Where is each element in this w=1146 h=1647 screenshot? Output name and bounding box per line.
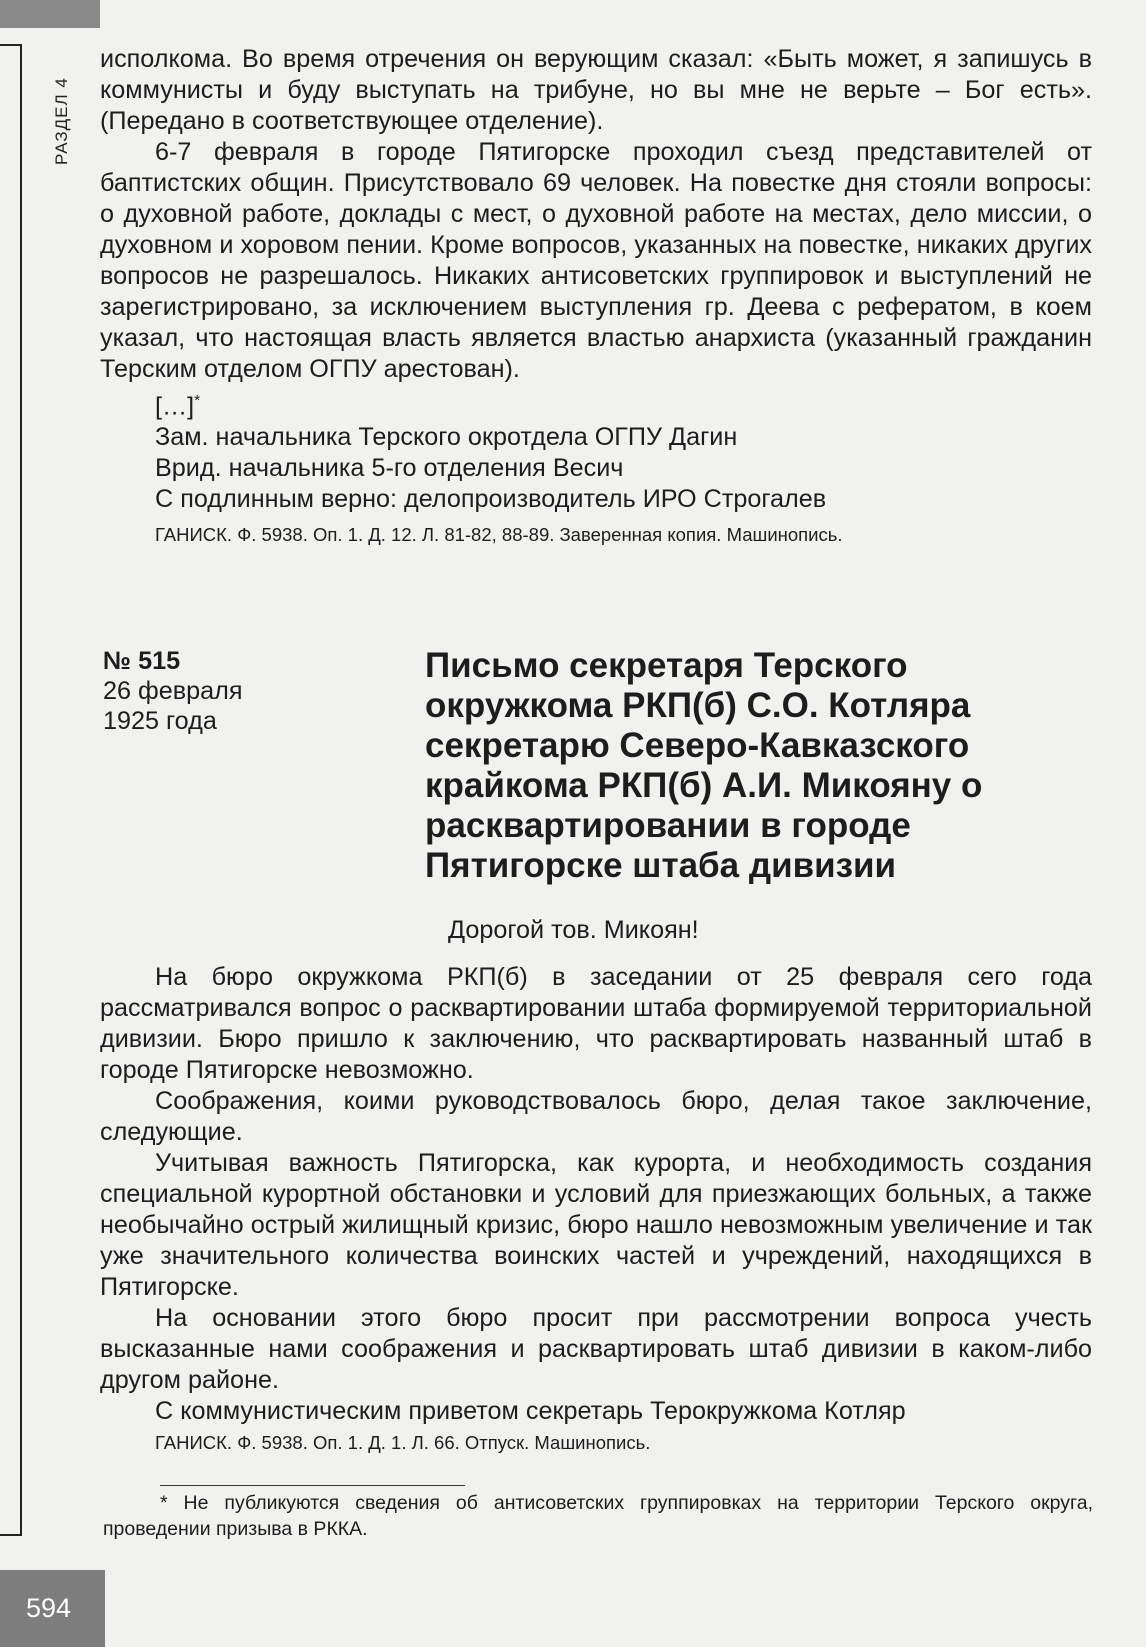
margin-frame-line — [20, 44, 22, 1534]
footnote: * Не публикуются сведения об антисоветских группировках на территории Терского округа, проведении призыва в РККА. — [103, 1492, 1093, 1540]
document-body — [100, 962, 1092, 1455]
page-number: 594 — [0, 1570, 105, 1647]
document-date-year: 1925 года — [103, 707, 217, 735]
signature-line: Врид. начальника 5-го отделения Весич — [155, 454, 624, 483]
document-title: Письмо секретаря Терского окружкома РКП(б) С.О. Котляра секретарю Северо-Кавказского крайкома РКП(б) А.И. Микояну о расквартировании в городе Пятигорске штаба дивизии — [425, 646, 983, 885]
omission-text: […] — [155, 392, 195, 421]
closing-signature: С коммунистическим приветом секретарь Терокружкома Котляр — [155, 1397, 906, 1425]
paragraph: На основании этого бюро просит при рассмотрении вопроса учесть высказанные нами соображения и расквартировать штаб дивизии в каком-либо другом районе. — [100, 1304, 1092, 1394]
section-label: РАЗДЕЛ 4 — [52, 77, 71, 165]
corner-tab — [0, 0, 100, 28]
signature-line: Зам. начальника Терского окротдела ОГПУ Дагин — [155, 423, 738, 452]
archive-source: ГАНИСК. Ф. 5938. Оп. 1. Д. 12. Л. 81-82, 88-89. Заверенная копия. Машинопись. — [155, 524, 843, 546]
paragraph: На бюро окружкома РКП(б) в заседании от 25 февраля сего года рассматривался вопрос о расквартировании штаба формируемой территориальной дивизии. Бюро пришло к заключению, что расквартировать названный штаб в городе Пятигорске невозможно. — [100, 963, 1092, 1084]
signature-line: С подлинным верно: делопроизводитель ИРО Строгалев — [155, 485, 827, 514]
archive-source: ГАНИСК. Ф. 5938. Оп. 1. Д. 1. Л. 66. Отпуск. Машинопись. — [155, 1432, 651, 1453]
previous-document-text — [100, 44, 1092, 547]
salutation: Дорогой тов. Микоян! — [448, 916, 699, 944]
margin-frame-top — [0, 44, 22, 46]
paragraph: Учитывая важность Пятигорска, как курорта, и необходимость создания специальной курортной обстановки и условий для приезжающих больных, а также необычайно острый жилищный кризис, бюро нашло невозможным увеличение и так уже значительного количества воинских частей и учреждений, находящихся в Пятигорске. — [100, 1149, 1092, 1301]
footnote-ref: * — [194, 392, 201, 409]
paragraph: 6-7 февраля в городе Пятигорске проходил съезд представителей от баптистских общин. Присутствовало 69 человек. На повестке дня стояли вопросы: о духовной работе, доклады с мест, о духовной работе на местах, дело миссии, о духовном и хоровом пении. Кроме вопросов, указанных на повестке, никаких других вопросов не разрешалось. Никаких антисоветских группировок и выступлений не зарегистрировано, за исключением выступления гр. Деева с рефератом, в коем указал, что настоящая власть является властью анархиста (указанный гражданин Терским отделом ОГПУ арестован). — [100, 138, 1092, 383]
paragraph: Соображения, коими руководствовалось бюро, делая такое заключение, следующие. — [100, 1087, 1092, 1146]
omission-mark — [155, 385, 1092, 422]
paragraph: исполкома. Во время отречения он верующим сказал: «Быть может, я запишусь в коммунисты и буду выступать на трибуне, но вы мне не верьте – Бог есть». (Передано в соответствующее отделение). — [100, 45, 1092, 135]
margin-frame-bottom — [0, 1534, 22, 1536]
document-date-day: 26 февраля — [103, 677, 243, 705]
document-number: № 515 — [103, 647, 181, 675]
document-meta — [103, 646, 403, 736]
footnote-rule — [160, 1485, 465, 1486]
